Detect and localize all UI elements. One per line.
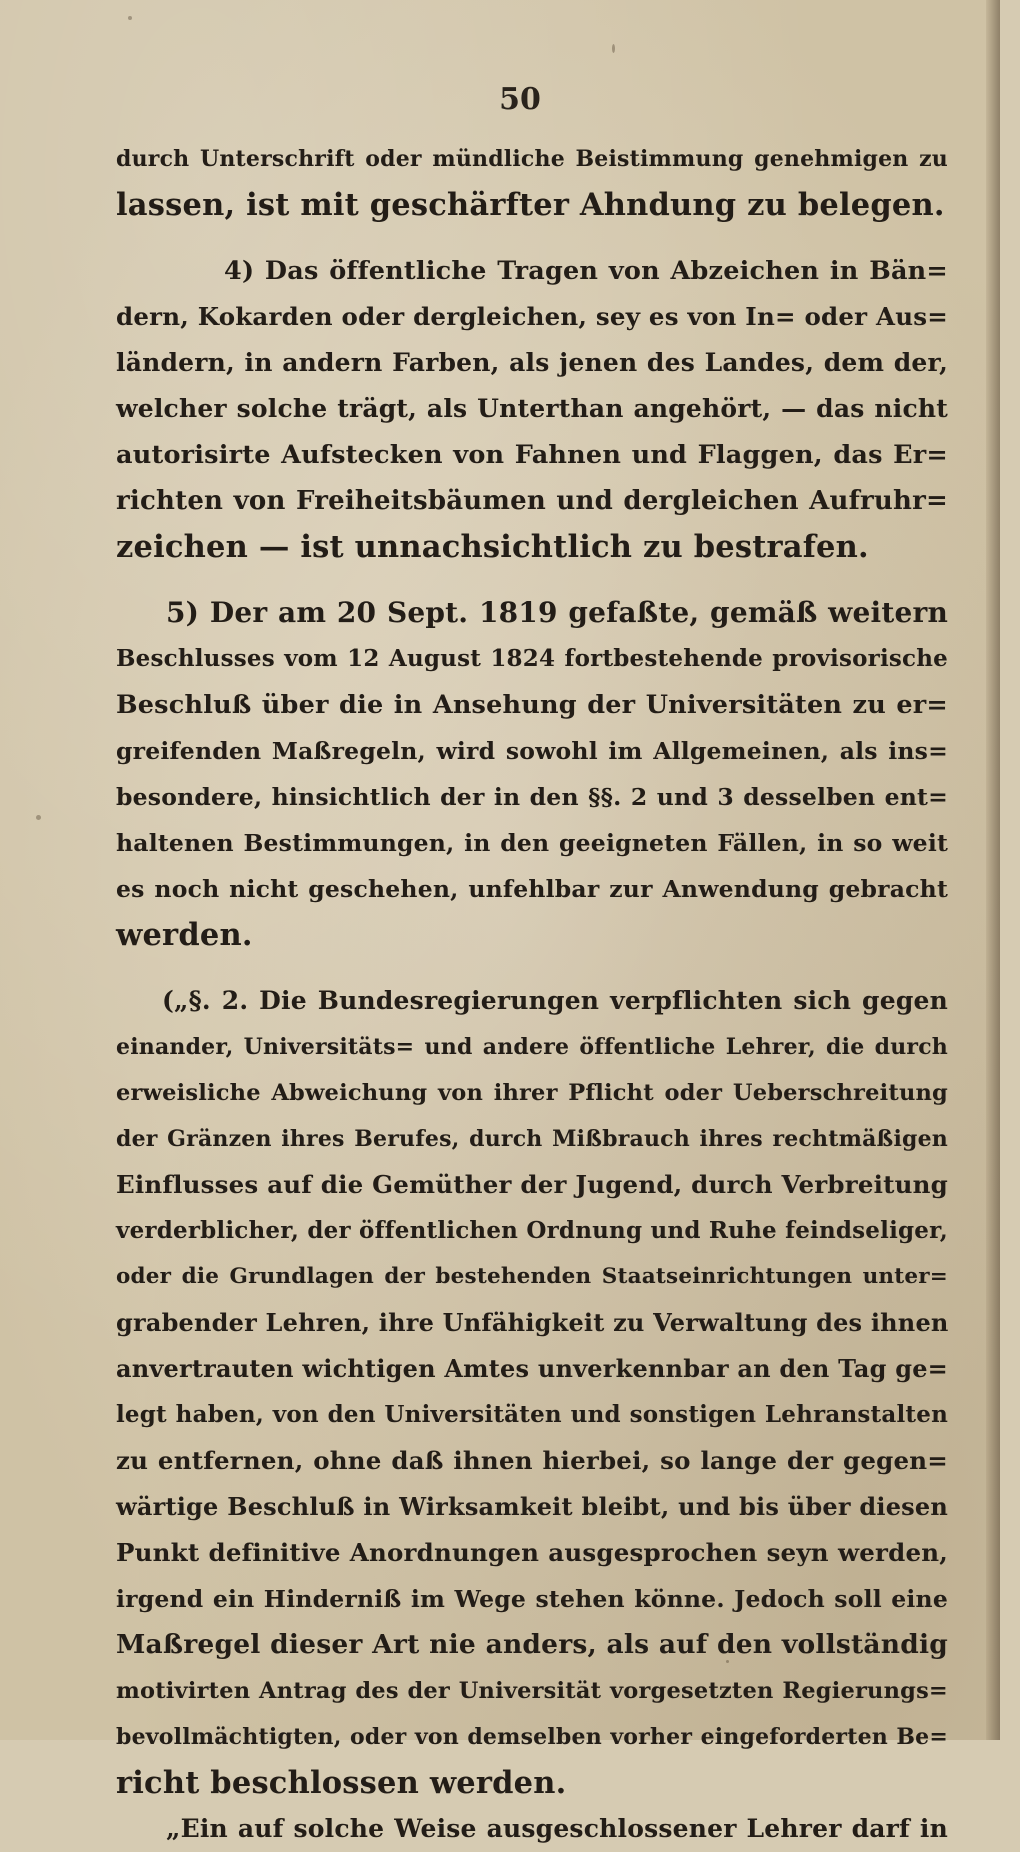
text-line: richt beschlossen werden. — [116, 1765, 567, 1801]
text-line: Beschlusses vom 12 August 1824 fortbestehende provisorische — [116, 645, 948, 672]
text-line: bevollmächtigten, oder von demselben vorher eingeforderten Be= — [116, 1724, 948, 1750]
text-line: ländern, in andern Farben, als jenen des Landes, dem der, — [116, 348, 948, 377]
text-line: es noch nicht geschehen, unfehlbar zur Anwendung gebracht — [116, 875, 948, 903]
text-line: lassen, ist mit geschärfter Ahndung zu belegen. — [116, 187, 945, 223]
ink-speck — [612, 44, 615, 53]
text-line: 4) Das öffentliche Tragen von Abzeichen in Bän= — [224, 256, 948, 286]
page-number: 50 — [499, 82, 541, 117]
text-line: einander, Universitäts= und andere öffentliche Lehrer, die durch — [116, 1034, 948, 1060]
ink-speck — [36, 815, 41, 820]
text-line: zu entfernen, ohne daß ihnen hierbei, so lange der gegen= — [116, 1446, 948, 1475]
text-line: welcher solche trägt, als Unterthan angehört, — das nicht — [116, 394, 948, 423]
text-line: dern, Kokarden oder dergleichen, sey es von In= oder Aus= — [116, 302, 948, 331]
text-line: irgend ein Hinderniß im Wege stehen könne. Jedoch soll eine — [116, 1585, 948, 1613]
text-line: wärtige Beschluß in Wirksamkeit bleibt, und bis über diesen — [116, 1492, 948, 1521]
text-line: Punkt definitive Anordnungen ausgesprochen seyn werden, — [116, 1538, 948, 1567]
text-line: grabender Lehren, ihre Unfähigkeit zu Verwaltung des ihnen — [116, 1308, 949, 1337]
text-line: werden. — [116, 917, 253, 953]
text-line: anvertrauten wichtigen Amtes unverkennbar an den Tag ge= — [116, 1354, 948, 1383]
text-line: besondere, hinsichtlich der in den §§. 2 und 3 desselben ent= — [116, 783, 948, 811]
text-line: legt haben, von den Universitäten und sonstigen Lehranstalten — [116, 1401, 948, 1428]
text-line: durch Unterschrift oder mündliche Beistimmung genehmigen zu — [116, 146, 948, 172]
text-line: greifenden Maßregeln, wird sowohl im Allgemeinen, als ins= — [116, 737, 948, 765]
text-line: Einflusses auf die Gemüther der Jugend, durch Verbreitung — [116, 1170, 948, 1199]
body-text — [116, 136, 948, 1852]
text-line: der Gränzen ihres Berufes, durch Mißbrauch ihres rechtmäßigen — [116, 1126, 948, 1152]
text-line: richten von Freiheitsbäumen und dergleichen Aufruhr= — [116, 486, 948, 516]
ink-speck — [128, 16, 132, 20]
text-line: autorisirte Aufstecken von Fahnen und Flaggen, das Er= — [116, 440, 948, 470]
text-line: („§. 2. Die Bundesregierungen verpflichten sich gegen — [162, 986, 948, 1015]
text-line: erweisliche Abweichung von ihrer Pflicht oder Ueberschreitung — [116, 1080, 948, 1106]
text-line: „Ein auf solche Weise ausgeschlossener Lehrer darf in — [166, 1814, 948, 1843]
text-line: Maßregel dieser Art nie anders, als auf den vollständig — [116, 1629, 948, 1660]
page-edge-shadow — [986, 0, 1000, 1740]
text-line: 5) Der am 20 Sept. 1819 gefaßte, gemäß weitern — [166, 596, 948, 629]
text-line: verderblicher, der öffentlichen Ordnung und Ruhe feindseliger, — [116, 1217, 948, 1244]
text-line: motivirten Antrag des der Universität vorgesetzten Regierungs= — [116, 1678, 948, 1704]
text-line: haltenen Bestimmungen, in den geeigneten Fällen, in so weit — [116, 829, 948, 857]
text-line: oder die Grundlagen der bestehenden Staatseinrichtungen unter= — [116, 1264, 948, 1289]
text-line: Beschluß über die in Ansehung der Universitäten zu er= — [116, 690, 948, 720]
text-line: zeichen — ist unnachsichtlich zu bestrafen. — [116, 529, 869, 565]
